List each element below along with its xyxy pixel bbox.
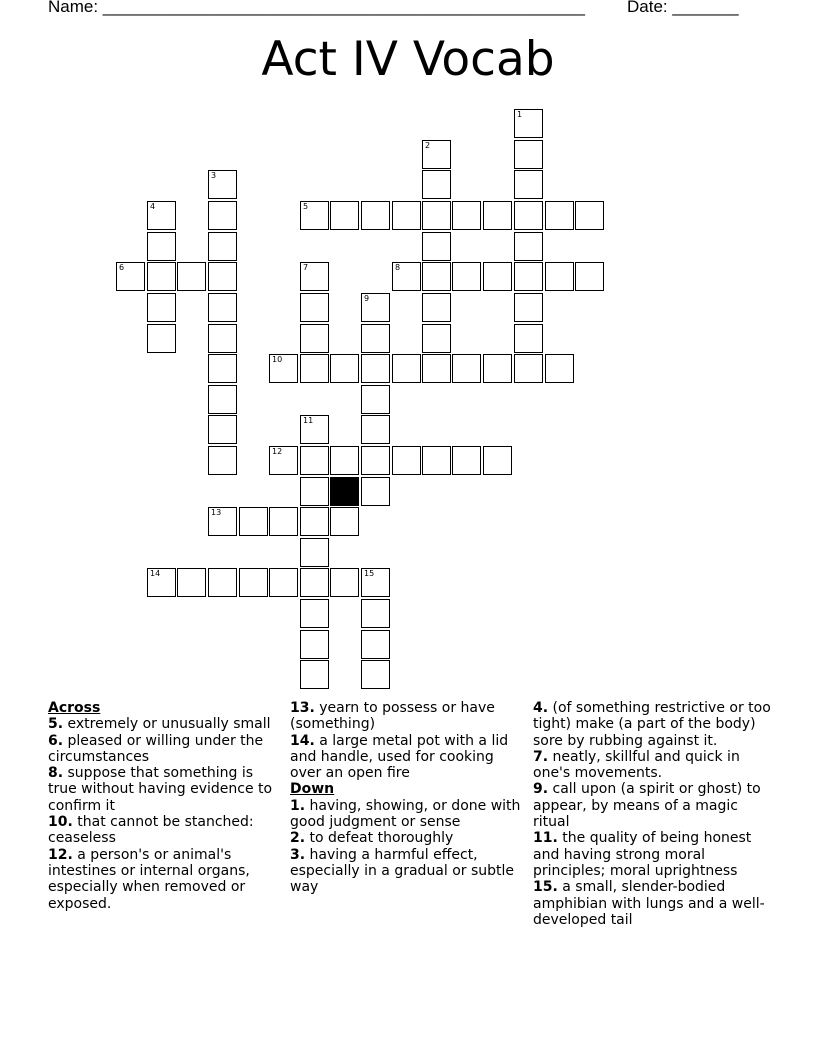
crossword-cell[interactable]	[300, 538, 329, 567]
crossword-cell-9[interactable]	[361, 293, 390, 322]
crossword-cell[interactable]	[514, 170, 543, 199]
crossword-cell[interactable]	[177, 262, 206, 291]
clue-text: a large metal pot with a lid and handle, used for cooking over an open fire	[290, 732, 509, 782]
clue-text: (of something restrictive or too tight) make (a part of the body) sore by rubbing against it.	[533, 700, 771, 749]
clue-text: yearn to possess or have (something)	[290, 700, 495, 733]
clue-number: 12.	[48, 846, 73, 863]
crossword-cell[interactable]	[208, 354, 237, 383]
crossword-cell[interactable]	[361, 599, 390, 628]
crossword-cell[interactable]	[422, 293, 451, 322]
crossword-cell[interactable]	[483, 446, 512, 475]
crossword-cell[interactable]	[300, 324, 329, 353]
clue	[48, 765, 284, 814]
crossword-cell-3[interactable]	[208, 170, 237, 199]
crossword-cell[interactable]	[545, 262, 574, 291]
clue-number: 1.	[290, 797, 306, 814]
crossword-cell[interactable]	[422, 446, 451, 475]
clue-number: 1	[517, 110, 523, 119]
clue-number: 6.	[48, 732, 64, 749]
crossword-cell[interactable]	[300, 477, 329, 506]
crossword-cell[interactable]	[300, 507, 329, 536]
clue	[290, 700, 528, 733]
clue-number: 14	[150, 569, 161, 578]
crossword-cell[interactable]	[514, 293, 543, 322]
crossword-cell[interactable]	[330, 568, 359, 597]
clue-text: extremely or unusually small	[63, 716, 271, 733]
crossword-cell[interactable]	[300, 293, 329, 322]
clue	[48, 847, 284, 912]
clue-text: to defeat thoroughly	[305, 830, 454, 847]
crossword-cell[interactable]	[300, 599, 329, 628]
clue-text: neatly, skillful and quick in one's movements.	[533, 748, 740, 782]
clue-text: that cannot be stanched: ceaseless	[48, 814, 254, 847]
crossword-cell-8[interactable]	[392, 262, 421, 291]
crossword-cell[interactable]	[514, 324, 543, 353]
clue-number: 6	[119, 263, 125, 272]
crossword-cell-12[interactable]	[269, 446, 298, 475]
crossword-cell-1[interactable]	[514, 109, 543, 138]
crossword-cell[interactable]	[422, 324, 451, 353]
crossword-cell[interactable]	[452, 354, 481, 383]
crossword-cell[interactable]	[300, 354, 329, 383]
crossword-cell[interactable]	[514, 201, 543, 230]
crossword-cell[interactable]	[422, 170, 451, 199]
crossword-cell-6[interactable]	[116, 262, 145, 291]
crossword-cell-13[interactable]	[208, 507, 237, 536]
clue	[48, 814, 284, 847]
crossword-cell-7[interactable]	[300, 262, 329, 291]
clue-number: 5	[303, 202, 309, 211]
clue-number: 7	[303, 263, 309, 272]
clue	[533, 749, 771, 782]
clue-number: 4	[150, 202, 156, 211]
clue-number: 2	[425, 141, 431, 150]
clues-column-1	[48, 700, 284, 912]
clue-number: 3	[211, 171, 217, 180]
clues-column-3	[533, 700, 771, 928]
black-cell	[330, 477, 359, 506]
clue-text: having, showing, or done with good judgment or sense	[290, 797, 521, 831]
crossword-cell[interactable]	[147, 324, 176, 353]
crossword-cell-14[interactable]	[147, 568, 176, 597]
crossword-cell[interactable]	[422, 354, 451, 383]
clue	[533, 781, 771, 830]
crossword-cell-10[interactable]	[269, 354, 298, 383]
clue-number: 12	[272, 447, 283, 456]
crossword-cell[interactable]	[300, 568, 329, 597]
crossword-cell-2[interactable]	[422, 140, 451, 169]
clue	[533, 830, 771, 879]
clue-number: 11.	[533, 830, 558, 847]
crossword-cell[interactable]	[208, 262, 237, 291]
crossword-cell[interactable]	[300, 630, 329, 659]
clue	[290, 733, 528, 782]
clue-number: 11	[303, 416, 314, 425]
clue-text: having a harmful effect, especially in a gradual or subtle way	[290, 846, 515, 896]
clues-column-2	[290, 700, 528, 896]
crossword-cell[interactable]	[208, 568, 237, 597]
clue-number: 3.	[290, 846, 306, 863]
crossword-cell-5[interactable]	[300, 201, 329, 230]
crossword-cell[interactable]	[514, 232, 543, 261]
down-heading: Down	[290, 781, 335, 798]
crossword-cell[interactable]	[361, 446, 390, 475]
crossword-cell[interactable]	[361, 324, 390, 353]
crossword-cell[interactable]	[300, 446, 329, 475]
crossword-cell[interactable]	[239, 507, 268, 536]
crossword-cell[interactable]	[300, 660, 329, 689]
clue-number: 9	[364, 294, 370, 303]
crossword-cell[interactable]	[483, 262, 512, 291]
clue-text: pleased or willing under the circumstances	[48, 732, 264, 765]
crossword-cell[interactable]	[239, 568, 268, 597]
clue-text: the quality of being honest and having strong moral principles; moral uprightness	[533, 830, 752, 879]
crossword-cell[interactable]	[422, 201, 451, 230]
crossword-cell-11[interactable]	[300, 415, 329, 444]
clue-number: 10	[272, 355, 283, 364]
crossword-cell[interactable]	[330, 446, 359, 475]
crossword-cell[interactable]	[392, 354, 421, 383]
clue	[290, 798, 528, 831]
clue-number: 13	[211, 508, 222, 517]
crossword-cell[interactable]	[422, 262, 451, 291]
clue	[48, 716, 284, 732]
clue-number: 5.	[48, 716, 64, 733]
clue	[290, 847, 528, 896]
crossword-cell[interactable]	[330, 201, 359, 230]
crossword-cell[interactable]	[361, 660, 390, 689]
clue-text: call upon (a spirit or ghost) to appear, by means of a magic ritual	[533, 781, 761, 831]
crossword-cell[interactable]	[208, 232, 237, 261]
date-field-label: Date: _______	[627, 0, 739, 16]
crossword-cell[interactable]	[361, 477, 390, 506]
crossword-cell[interactable]	[575, 262, 604, 291]
crossword-cell[interactable]	[208, 201, 237, 230]
clue-number: 4.	[533, 700, 549, 716]
crossword-cell[interactable]	[208, 446, 237, 475]
clue-number: 10.	[48, 814, 73, 831]
crossword-cell[interactable]	[514, 140, 543, 169]
clue-number: 13.	[290, 700, 315, 716]
crossword-cell[interactable]	[514, 262, 543, 291]
page-title: Act IV Vocab	[261, 32, 555, 87]
clue	[533, 700, 771, 749]
crossword-cell[interactable]	[208, 415, 237, 444]
crossword-cell[interactable]	[269, 507, 298, 536]
crossword-cell[interactable]	[330, 507, 359, 536]
crossword-cell[interactable]	[208, 324, 237, 353]
crossword-cell[interactable]	[330, 354, 359, 383]
clue-number: 7.	[533, 748, 549, 765]
crossword-cell[interactable]	[575, 201, 604, 230]
clue-number: 8.	[48, 765, 64, 782]
crossword-cell[interactable]	[452, 262, 481, 291]
crossword-cell[interactable]	[177, 568, 206, 597]
crossword-cell[interactable]	[361, 354, 390, 383]
crossword-cell[interactable]	[361, 201, 390, 230]
clue	[533, 879, 771, 928]
crossword-cell[interactable]	[483, 201, 512, 230]
crossword-cell[interactable]	[514, 354, 543, 383]
crossword-cell[interactable]	[208, 293, 237, 322]
crossword-cell[interactable]	[147, 232, 176, 261]
crossword-cell[interactable]	[361, 385, 390, 414]
clue-text: a small, slender-bodied amphibian with lungs and a well-developed tail	[533, 879, 765, 928]
crossword-cell[interactable]	[147, 262, 176, 291]
crossword-cell[interactable]	[208, 385, 237, 414]
clue-number: 14.	[290, 732, 315, 749]
name-field-label: Name: ___________________________________________________	[48, 0, 585, 16]
clue-number: 2.	[290, 830, 306, 847]
clue-number: 15.	[533, 879, 558, 896]
crossword-cell[interactable]	[452, 201, 481, 230]
crossword-cell[interactable]	[147, 293, 176, 322]
crossword-cell[interactable]	[392, 201, 421, 230]
clue-number: 9.	[533, 781, 549, 798]
clue-text: suppose that something is true without having evidence to confirm it	[48, 765, 273, 814]
crossword-cell[interactable]	[483, 354, 512, 383]
crossword-cell[interactable]	[269, 568, 298, 597]
crossword-cell[interactable]	[545, 201, 574, 230]
crossword-cell[interactable]	[361, 630, 390, 659]
clue-text: a person's or animal's intestines or internal organs, especially when removed or exposed.	[48, 846, 250, 912]
crossword-cell[interactable]	[452, 446, 481, 475]
crossword-cell[interactable]	[392, 446, 421, 475]
clue	[48, 733, 284, 766]
across-heading: Across	[48, 700, 101, 716]
clue	[290, 830, 528, 846]
crossword-cell[interactable]	[361, 415, 390, 444]
crossword-cell[interactable]	[422, 232, 451, 261]
crossword-cell-4[interactable]	[147, 201, 176, 230]
crossword-cell[interactable]	[545, 354, 574, 383]
crossword-cell-15[interactable]	[361, 568, 390, 597]
clue-number: 15	[364, 569, 375, 578]
clue-number: 8	[395, 263, 401, 272]
